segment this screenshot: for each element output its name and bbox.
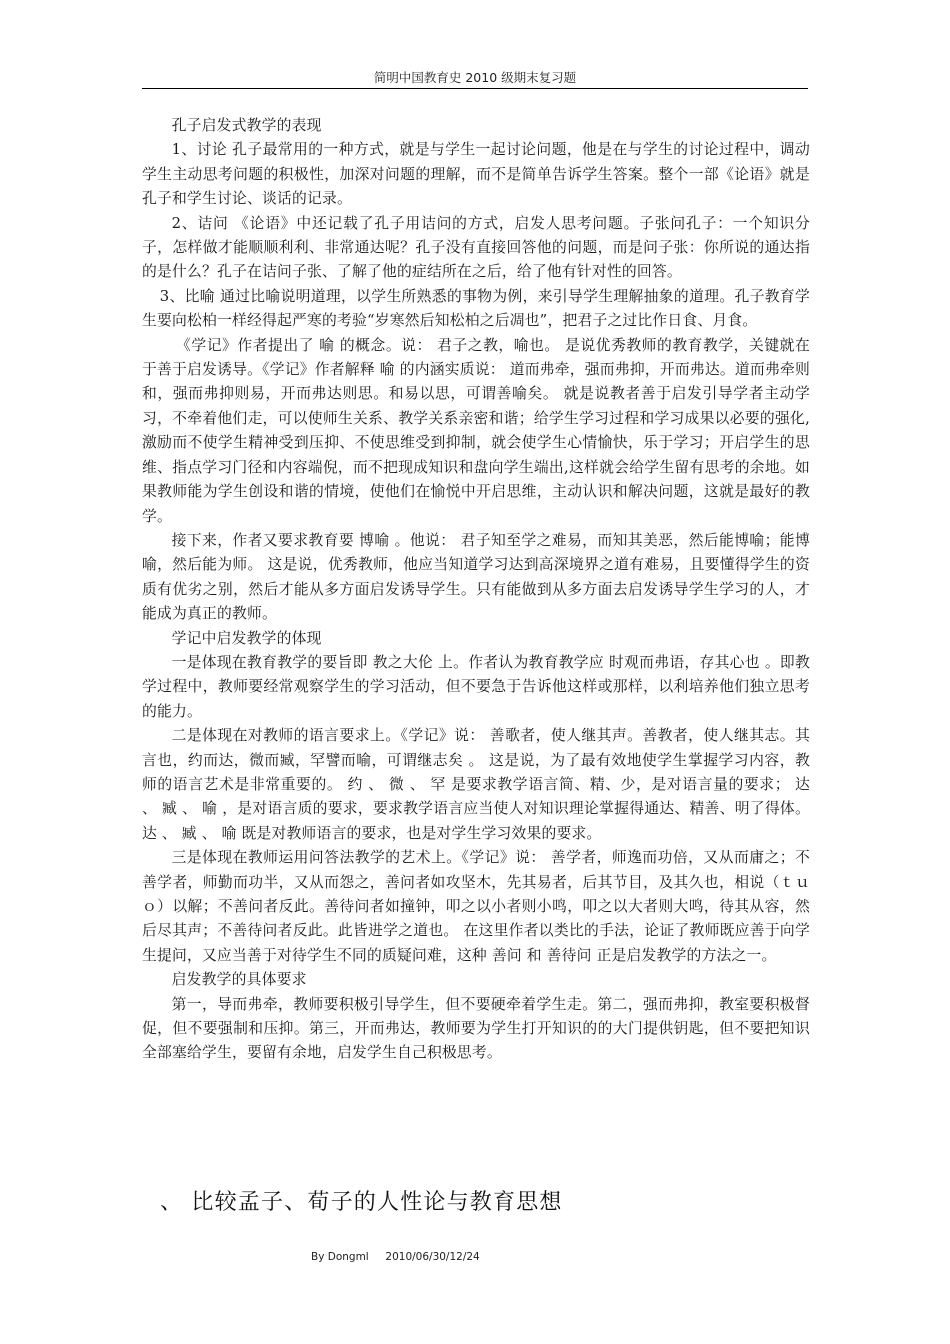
document-body [142,114,810,1066]
paragraph-boyu: 接下来，作者又要求教育要 博喻 。他说： 君子知至学之难易，而知其美恶，然后能博喻；能博喻，然后能为师。 这是说，优秀教师，他应当知道学习达到高深境界之道有难易，且要懂得学生的资质有优劣之别，然后才能从多方面启发诱导学生。只有能做到从多方面去启发诱导学生学习的人，才能成为真正的教师。 [142,531,810,623]
paragraph-xueji-yu: 《学记》作者提出了 喻 的概念。说： 君子之教，喻也。 是说优秀教师的教育教学，关键就在于善于启发诱导。《学记》作者解释 喻 的内涵实质说： 道而弗牵，强而弗抑，开而弗达。道而弗牵则和，强而弗抑则易，开而弗达则思。和易以思，可谓善喻矣。 就是说教者善于启发引导学者主动学习，不牵着他们走，可以使师生关系、教学关系亲密和谐；给学生学习过程和学习成果以必要的强化,激励而不使学生精神受到压抑、不使思维受到抑制，就会使学生心情愉快，乐于学习；开启学生的思维、指点学习门径和内容端倪，而不把现成知识和盘向学生端出,这样就会给学生留有思考的余地。如果教师能为学生创设和谐的情境，使他们在愉悦中开启思维，主动认识和解决问题，这就是最好的教学。 [142,336,810,525]
subheading-xueji-heuristic: 学记中启发教学的体现 [171,629,322,647]
page-footer: By Dongml 2010/06/30/12/24 [311,1251,480,1263]
subheading-confucius-heuristic: 孔子启发式教学的表现 [171,117,322,134]
paragraph-point-one: 一是体现在教育教学的要旨即 教之大伦 上。作者认为教育教学应 时观而弗语，存其心也 。即教学过程中，教师要经常观察学生的学习活动，但不要急于告诉他这样或那样，以利培养他们独立思考的能力。 [142,653,810,720]
paragraph-point-two: 二是体现在对教师的语言要求上。《学记》说： 善歌者，使人继其声。善教者，使人继其志。其言也，约而达，微而臧，罕譬而喻，可谓继志矣 。 这是说，为了最有效地使学生掌握学习内容，教师的语言艺术是非常重要的。 约 、 微 、 罕 是要求教学语言简、精、少，是对语言量的要求； 达 、 臧 、 喻 ，是对语言质的要求，要求教学语言应当使人对知识理论掌握得通达、精善、明了得体。 达 、 臧 、 喻 既是对教师语言的要求，也是对学生学习效果的要求。 [142,727,810,842]
paragraph-discussion: 1、讨论 孔子最常用的一种方式，就是与学生一起讨论问题，他是在与学生的讨论过程中，调动学生主动思考问题的积极性，加深对问题的理解，而不是简单告诉学生答案。整个一部《论语》就是孔子和学生讨论、谈话的记录。 [142,141,810,208]
paragraph-point-three: 三是体现在教师运用问答法教学的艺术上。《学记》说： 善学者，师逸而功倍，又从而庸之；不善学者，师勤而功半，又从而怨之，善问者如攻坚木，先其易者，后其节目，及其久也，相说（ｔｕｏ）以解；不善问者反此。善待问者如撞钟，叩之以小者则小鸣，叩之以大者则大鸣，待其从容，然后尽其声；不善待问者反此。此皆进学之道也。 在这里作者以类比的手法，论证了教师既应善于向学生提问，又应当善于对待学生不同的质疑问难，这种 善问 和 善待问 正是启发教学的方法之一。 [142,849,810,964]
subheading-requirements: 启发教学的具体要求 [171,971,307,989]
page-header: 简明中国教育史 2010 级期末复习题 [373,70,577,85]
paragraph-requirements: 第一，导而弗牵，教师要积极引导学生，但不要硬牵着学生走。第二，强而弗抑，教室要积极督促，但不要强制和压抑。第三，开而弗达，教师要为学生打开知识的的大门提供钥匙，但不要把知识全部塞给学生，要留有余地，启发学生自己积极思考。 [142,995,810,1062]
paragraph-metaphor: 3、比喻 通过比喻说明道理，以学生所熟悉的事物为例，来引导学生理解抽象的道理。孔子教育学生要向松柏一样经得起严寒的考验“岁寒然后知松柏之后凋也”，把君子之过比作日食、月食。 [142,287,810,330]
paragraph-questioning: 2、诘问 《论语》中还记载了孔子用诘问的方式，启发人思考问题。子张问孔子：一个知识分子，怎样做才能顺顺利利、非常通达呢？孔子没有直接回答他的问题，而是问子张：你所说的通达指的是什么？孔子在诘问子张、了解了他的症结所在之后，给了他有针对性的回答。 [142,214,810,281]
section-heading: 、 比较孟子、荀子的人性论与教育思想 [160,1190,563,1215]
header-rule [142,88,808,89]
